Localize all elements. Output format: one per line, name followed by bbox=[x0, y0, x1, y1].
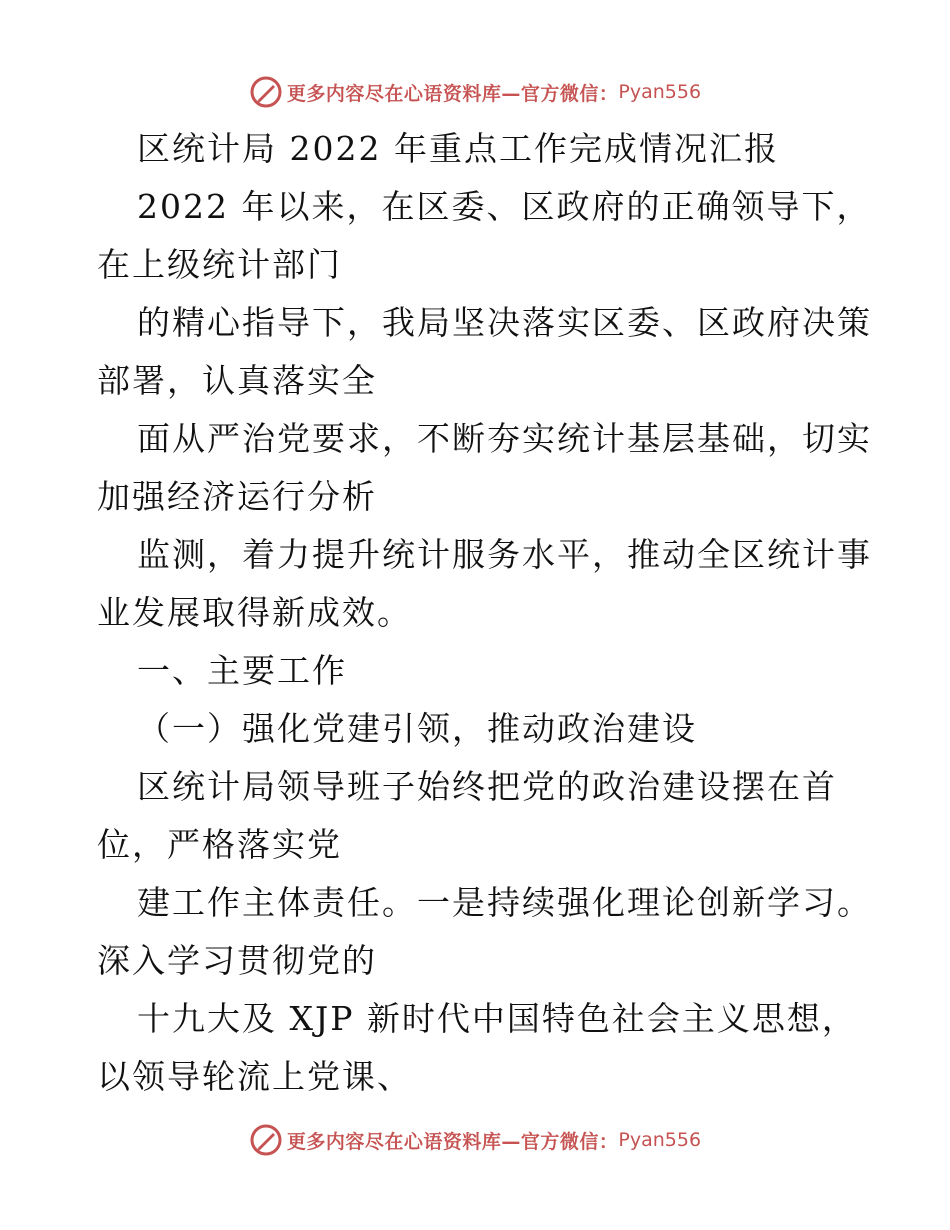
paragraph-line: 加强经济运行分析 bbox=[97, 477, 377, 516]
paragraph-line: 业发展取得新成效。 bbox=[97, 593, 412, 632]
watermark-header bbox=[0, 72, 950, 112]
paragraph-line: 在上级统计部门 bbox=[97, 245, 342, 284]
watermark-wechat-id: Pyan556 bbox=[618, 81, 702, 103]
document-body bbox=[97, 120, 872, 1106]
watermark-text: 更多内容尽在心语资料库—官方微信： bbox=[286, 82, 619, 105]
watermark-footer bbox=[0, 1120, 950, 1160]
paragraph-line: 区统计局领导班子始终把党的政治建设摆在首 bbox=[137, 767, 837, 806]
paragraph-line: 面从严治党要求，不断夯实统计基层基础，切实 bbox=[137, 419, 872, 458]
watermark-wechat-id: Pyan556 bbox=[618, 1129, 702, 1151]
paragraph-line: 建工作主体责任。一是持续强化理论创新学习。 bbox=[137, 883, 872, 922]
paragraph-line: 监测，着力提升统计服务水平，推动全区统计事 bbox=[137, 535, 872, 574]
paragraph-line: 以领导轮流上党课、 bbox=[97, 1057, 412, 1096]
section-heading: 一、主要工作 bbox=[137, 651, 347, 690]
subsection-heading: （一）强化党建引领，推动政治建设 bbox=[137, 709, 697, 748]
paragraph-line: 部署，认真落实全 bbox=[97, 361, 377, 400]
paragraph-line: 位，严格落实党 bbox=[97, 825, 342, 864]
quill-pen-icon bbox=[249, 1123, 283, 1157]
paragraph-line: 十九大及 XJP 新时代中国特色社会主义思想， bbox=[137, 999, 857, 1038]
watermark-text: 更多内容尽在心语资料库—官方微信： bbox=[286, 1130, 619, 1153]
paragraph-line: 的精心指导下，我局坚决落实区委、区政府决策 bbox=[137, 303, 872, 342]
quill-pen-icon bbox=[249, 75, 283, 109]
paragraph-line: 深入学习贯彻党的 bbox=[97, 941, 377, 980]
document-title: 区统计局 2022 年重点工作完成情况汇报 bbox=[137, 129, 779, 168]
paragraph-line: 2022 年以来，在区委、区政府的正确领导下， bbox=[137, 187, 872, 226]
